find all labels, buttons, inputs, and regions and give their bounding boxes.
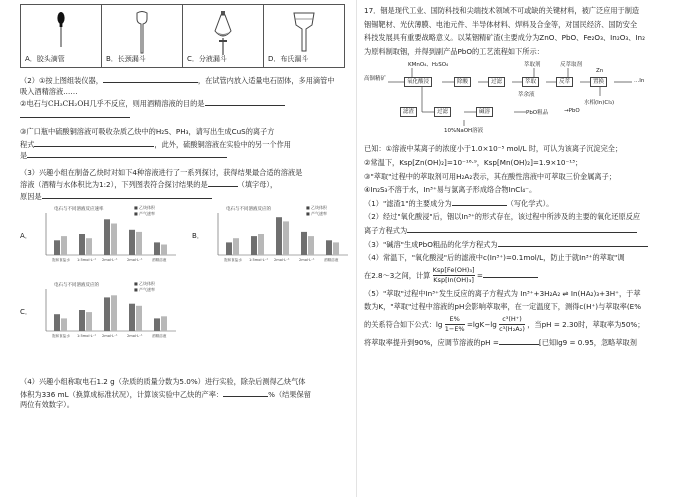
bar [276, 217, 282, 255]
q4-line3 [20, 190, 348, 202]
flow-step-replace: 置换 [590, 77, 607, 87]
q5-line1: （4）兴趣小组称取电石1.2 g（杂质的质量分数为5.0%）进行实验，除杂后测得乙炔气体 [20, 377, 306, 386]
answer-blank[interactable] [223, 388, 268, 397]
bar [136, 232, 142, 255]
flow-raffinate-label: 萃余液 [518, 92, 535, 99]
q2-r-line2 [364, 224, 692, 238]
bar [226, 242, 232, 255]
category-label: 酒精溶液 [152, 334, 167, 338]
q17-line3: 科技发展具有重要战略意义。以某铟精矿渣(主要成分为ZnO、PbO、Fe₂O₃、In₂O₃、In₂ [364, 33, 645, 43]
flow-step-acid-removal: 除酸 [454, 77, 471, 87]
ksp-ratio-fraction [433, 266, 475, 285]
bar-charts-group [20, 201, 348, 376]
q5-line3: 两位有效数字）。 [20, 400, 74, 409]
q4-text-a: 溶液（酒精与水体积比为1:2），下列图表符合探讨结果的是 [20, 180, 208, 189]
legend-entry: ■ 乙炔体积 [134, 205, 156, 210]
q5-r-line2: 数为K，"萃取"过程中溶液的pH会影响萃取率，在一定温度下，测得c(H⁺)与萃取率(E% [364, 302, 642, 312]
chart-b [206, 203, 356, 267]
category-label: 酒精溶液 [152, 258, 167, 262]
answer-blank[interactable] [20, 109, 130, 118]
right-column [364, 4, 692, 350]
flow-pbo-label: →PbO [564, 108, 580, 115]
q4-text-b: （填字母）， [237, 180, 278, 189]
long-neck-funnel-icon [134, 11, 150, 55]
q3-text-a: 程式 [20, 139, 35, 149]
q5-line2 [20, 388, 348, 400]
option-b [102, 5, 183, 68]
q2-line2: 吸入酒精溶液…… [20, 86, 78, 96]
q5-r-text-d: 将萃取率提升到90%，应调节溶液的pH = [364, 337, 499, 347]
q17-line1: 17．铟是现代工业、国防科技和尖端技术领域不可或缺的关键材料，被广泛应用于制造 [364, 6, 640, 15]
q1-line [364, 197, 692, 211]
bar [136, 306, 142, 331]
q5-text-a: 体积为336 mL（换算成标准状况），计算该实验中乙炔的产率： [20, 389, 224, 399]
category-label: 酒精溶液 [324, 258, 339, 262]
answer-blank[interactable] [27, 149, 227, 158]
option-d-label: D．布氏漏斗 [268, 55, 309, 63]
bar [161, 245, 167, 256]
buchner-funnel-icon [292, 11, 316, 53]
bar [79, 234, 85, 255]
legend-entry: ■ 产气速率 [134, 211, 156, 216]
flow-reagent-label: KMnO₄、H₂SO₄ [408, 62, 449, 69]
apparatus-options-table [20, 4, 345, 68]
flow-aqueous-label: 水相(In)Cl₃) [584, 100, 615, 107]
bar [79, 310, 85, 331]
q5-r-line4 [364, 336, 692, 350]
category-label: 2mol·L⁻¹ [127, 334, 143, 338]
concentration-fraction [499, 315, 525, 334]
bar [111, 224, 117, 256]
option-c [183, 5, 264, 68]
category-label: 饱和食盐水 [52, 258, 70, 262]
fraction-numerator: E% [445, 315, 465, 325]
q3-line2 [20, 138, 348, 150]
category-label: 1:5mol·L⁻¹ [77, 258, 96, 262]
chart-title: 电石与不同溶液反应的 [54, 283, 99, 288]
answer-blank[interactable] [205, 97, 285, 106]
bar [258, 234, 264, 255]
legend-entry: ■ 乙炔体积 [306, 205, 328, 210]
flow-residue: 滤渣 [400, 107, 417, 117]
flow-product: ...In [634, 78, 645, 85]
q3-line1: ③广口瓶中硫酸铜溶液可吸收杂质乙炔中的H₂S、PH₃，请写出生成CuS的离子方 [20, 127, 275, 136]
q3-r-text: （3）"碱溶"生成PbO粗品的化学方程式为 [364, 239, 498, 249]
category-label: 2mol·L⁻¹ [299, 258, 315, 262]
bar [54, 240, 60, 255]
answer-blank[interactable] [42, 190, 212, 199]
bar [61, 236, 67, 255]
bar [154, 242, 160, 255]
flow-step-oxidation: 氧化酸浸 [404, 77, 432, 87]
equals-sign: = [476, 270, 483, 280]
answer-blank[interactable] [208, 178, 238, 187]
bar [54, 314, 60, 331]
bar [161, 316, 167, 331]
bar [129, 230, 135, 255]
bar [129, 304, 135, 331]
bar [111, 295, 117, 331]
answer-blank[interactable] [452, 197, 507, 206]
flow-arrows [364, 60, 692, 140]
bar-chart-svg [34, 203, 184, 267]
flow-feed-label: 高铟精矿 [364, 76, 387, 83]
flow-zn-label: Zn [596, 68, 604, 75]
q2-r-text: 离子方程式为 [364, 225, 408, 235]
left-column [6, 4, 348, 411]
answer-blank[interactable] [483, 269, 538, 278]
flow-step-strip: 反萃 [556, 77, 573, 87]
answer-blank[interactable] [498, 238, 648, 247]
category-label: 2mol·L⁻¹ [274, 258, 290, 262]
extraction-fraction [445, 315, 465, 334]
q2-line4 [20, 109, 348, 121]
given-4: ④In₂S₃不溶于水，In³⁺易与氯离子形成络合物InCl₄⁻。 [364, 185, 537, 195]
q5-r-text-c: ，当pH = 2.30时，萃取率为50%； [527, 319, 645, 329]
dropper-icon [55, 11, 67, 51]
option-a-label: A．胶头滴管 [25, 55, 65, 63]
option-d [264, 5, 345, 68]
q2-r-line1: （2）经过"氧化酸浸"后，铟以In³⁺的形式存在，该过程中所涉及的主要的氧化还原反应 [364, 212, 641, 222]
legend-entry: ■ 产气速率 [134, 287, 156, 292]
flow-step-extract: 萃取 [522, 77, 539, 87]
bar [308, 236, 314, 255]
separatory-funnel-icon [212, 11, 234, 57]
q3-line3 [20, 149, 348, 161]
bar-chart-svg [206, 203, 356, 267]
chart-c-label: C． [20, 308, 32, 316]
flow-naoh-label: 10%NaOH溶液 [444, 128, 484, 135]
chart-a-label: A． [20, 232, 32, 240]
category-label: 1:5mol·L⁻¹ [249, 258, 268, 262]
q2-text-d: 几乎不反应，则用酒精溶液的目的是 [89, 99, 205, 108]
chart-title: 电石与不同溶液反应的 [226, 207, 271, 212]
flow-step-filter: 过滤 [488, 77, 505, 87]
category-label: 1:5mol·L⁻¹ [77, 334, 96, 338]
answer-blank[interactable] [103, 74, 198, 83]
bar [61, 318, 67, 331]
bar [283, 221, 289, 255]
bar-chart-svg [34, 279, 184, 343]
answer-blank[interactable] [499, 336, 539, 345]
given-2: ②常温下，Ksp[Zn(OH)₂]=10⁻¹⁶·⁹，Ksp[Mn(OH)₂]=1.9×10⁻¹³； [364, 157, 583, 167]
column-divider [356, 0, 357, 497]
q2-text-b: ，在试管内放入适量电石固体，多用滴管中 [197, 76, 335, 85]
chart-c [34, 279, 184, 343]
ethanol-formula: CH₃CH₂OH [48, 99, 90, 108]
q4-line2 [20, 178, 348, 190]
category-label: 2mol·L⁻¹ [102, 334, 118, 338]
flow-bottom-filter: 过滤 [434, 107, 451, 117]
q3-text-b: ，此外，硫酸铜溶液在实验中的另一个作用 [154, 139, 291, 149]
fraction-denominator: 1−E% [444, 325, 465, 334]
q2-text-c: ②电石与 [20, 99, 49, 108]
category-label: 饱和食盐水 [52, 334, 70, 338]
legend-entry: ■ 乙炔体积 [134, 281, 156, 286]
q4-text-c: 原因是 [20, 191, 42, 201]
q5-r-text-b: =lgK−lg [466, 319, 497, 329]
q2-line3 [20, 97, 348, 109]
q4-line1: （3）兴趣小组在制备乙炔时对如下4种溶液进行了一系列探讨，获得结果最合适的溶液是 [20, 167, 303, 177]
ksp-denominator: Ksp[In(OH)₃] [433, 276, 474, 285]
answer-blank[interactable] [407, 224, 637, 233]
bar [154, 318, 160, 331]
fraction-numerator: c³(H⁺) [499, 315, 525, 325]
option-c-label: C．分液漏斗 [187, 55, 227, 63]
q5-r-line1: （5）"萃取"过程中In³⁺发生反应的离子方程式为 In³⁺+3H₂A₂ ⇌ In(HA₂)₃+3H⁺，于萃 [364, 288, 641, 298]
q4-r-line2 [364, 265, 692, 287]
q17-line2: 铟锡靶材、光伏薄膜、电池元件、半导体材料、焊料及合金等，对国民经济、国防安全 [364, 19, 638, 29]
bar [326, 240, 332, 255]
bar [86, 238, 92, 255]
flow-alkali-dissolve: 碱溶 [476, 107, 493, 117]
chart-b-label: B． [192, 232, 204, 240]
ksp-numerator: Ksp[Fe(OH)₃] [432, 266, 475, 275]
bar [251, 236, 257, 255]
q4-r-text: 在2.8～3之间，计算 [364, 270, 431, 280]
given-1: 已知：①溶液中某离子的浓度小于1.0×10⁻⁵ mol/L 时，可认为该离子沉淀完全； [364, 144, 623, 154]
q5-text-b: %（结果保留 [268, 389, 311, 399]
fraction-denominator: c³(H₂A₂) [499, 325, 525, 334]
flow-stripping-label: 反萃取剂 [560, 62, 583, 69]
option-a [21, 5, 102, 68]
option-b-label: B．长颈漏斗 [106, 55, 146, 63]
bar [333, 242, 339, 255]
category-label: 2mol·L⁻¹ [102, 258, 118, 262]
chart-a [34, 203, 184, 267]
flow-pbo-crude: PbO粗品 [526, 110, 549, 117]
q5-r-text-a: 的关系符合如下公式：lg [364, 319, 443, 329]
q4-r-line1: （4）常温下，"氧化酸浸"后的滤液中c(In³⁺)=0.1mol/L，防止于就In³⁺的萃取"调 [364, 253, 625, 263]
q5-r-text-e: [已知lg9 = 0.95，忽略萃取剂 [538, 337, 637, 347]
q5-r-line3 [364, 314, 692, 336]
q1-text-b: （写化学式）。 [506, 198, 554, 208]
bar [233, 238, 239, 255]
bar [104, 219, 110, 255]
q2-line1 [20, 74, 348, 86]
bar [104, 297, 110, 331]
process-flowchart [364, 60, 692, 140]
q17-line4: 为原料制取铟，并得到副产品PbO的工艺流程如下所示： [364, 46, 544, 56]
q3-r-line [364, 238, 692, 252]
bar [301, 232, 307, 255]
bar [86, 312, 92, 331]
category-label: 2mol·L⁻¹ [127, 258, 143, 262]
legend-entry: ■ 产气速率 [306, 211, 328, 216]
category-label: 饱和食盐水 [224, 258, 242, 262]
answer-blank[interactable] [34, 138, 154, 147]
flow-extractant-label: 萃取剂 [524, 62, 541, 69]
given-3: ③"萃取"过程中的萃取剂可用H₂A₂表示，其在酸性溶液中可萃取三价金属离子； [364, 171, 616, 181]
chart-title: 电石与不同溶液反应速率 [54, 207, 104, 212]
q3-text-c: 是 [20, 151, 28, 160]
q1-text-a: （1）"滤渣1"的主要成分为 [364, 198, 452, 208]
q2-text-a: （2）①按上图组装仪器， [20, 76, 103, 85]
